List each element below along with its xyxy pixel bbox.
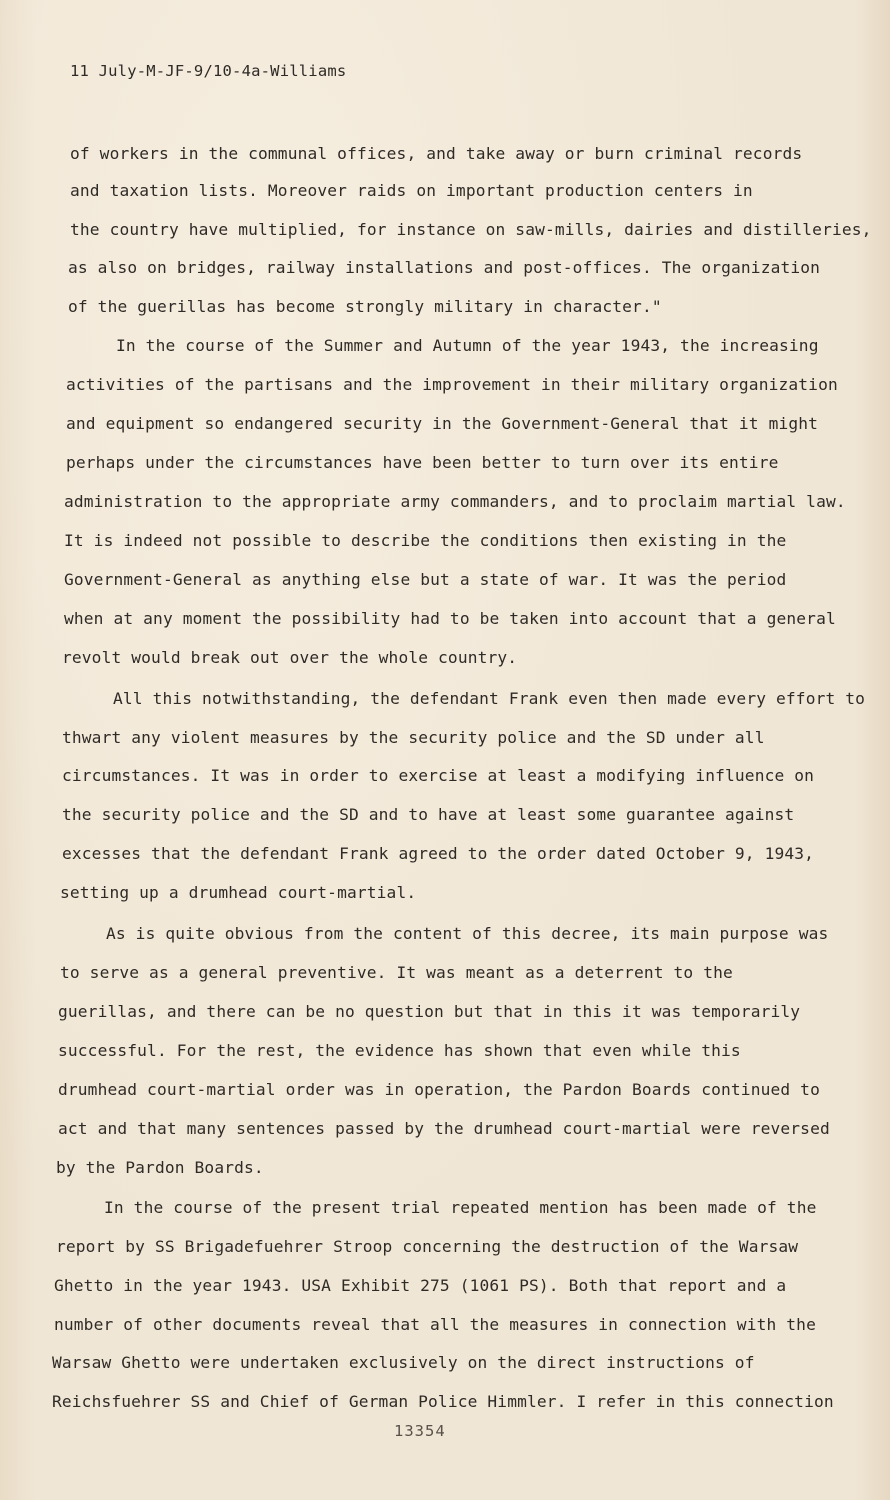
text-line: revolt would break out over the whole country.: [62, 648, 518, 667]
text-line: administration to the appropriate army commanders, and to proclaim martial law.: [64, 492, 846, 511]
text-line: of workers in the communal offices, and take away or burn criminal records: [70, 144, 803, 163]
text-line: drumhead court-martial order was in operation, the Pardon Boards continued to: [58, 1080, 820, 1099]
text-line: the security police and the SD and to have at least some guarantee against: [62, 805, 795, 824]
text-line: of the guerillas has become strongly military in character.": [68, 297, 662, 316]
document-header: 11 July-M-JF-9/10-4a-Williams: [70, 62, 347, 80]
text-line: when at any moment the possibility had to be taken into account that a general: [64, 609, 836, 628]
text-line: thwart any violent measures by the security police and the SD under all: [62, 728, 765, 747]
text-line: perhaps under the circumstances have been better to turn over its entire: [66, 453, 779, 472]
text-line: number of other documents reveal that all the measures in connection with the: [54, 1315, 816, 1334]
text-line: and equipment so endangered security in the Government-General that it might: [66, 414, 819, 433]
text-line: to serve as a general preventive. It was meant as a deterrent to the: [60, 963, 733, 982]
text-line: report by SS Brigadefuehrer Stroop concerning the destruction of the Warsaw: [56, 1237, 799, 1256]
text-line: as also on bridges, railway installations and post-offices. The organization: [68, 258, 821, 277]
text-line: the country have multiplied, for instance on saw-mills, dairies and distilleries,: [70, 220, 872, 239]
paragraph-first-line: In the course of the present trial repeated mention has been made of the: [104, 1198, 817, 1217]
text-line: act and that many sentences passed by the drumhead court-martial were reversed: [58, 1119, 830, 1138]
text-line: It is indeed not possible to describe the conditions then existing in the: [64, 531, 787, 550]
text-line: setting up a drumhead court-martial.: [60, 883, 417, 902]
text-line: by the Pardon Boards.: [56, 1158, 264, 1177]
paragraph-first-line: In the course of the Summer and Autumn of the year 1943, the increasing: [116, 336, 819, 355]
text-line: and taxation lists. Moreover raids on important production centers in: [70, 181, 753, 200]
text-line: Warsaw Ghetto were undertaken exclusively on the direct instructions of: [52, 1353, 755, 1372]
text-line: Ghetto in the year 1943. USA Exhibit 275 (1061 PS). Both that report and a: [54, 1276, 787, 1295]
text-line: Government-General as anything else but a state of war. It was the period: [64, 570, 787, 589]
page-number: 13354: [394, 1422, 446, 1440]
paragraph-first-line: As is quite obvious from the content of this decree, its main purpose was: [106, 924, 829, 943]
text-line: circumstances. It was in order to exercise at least a modifying influence on: [62, 766, 815, 785]
text-line: activities of the partisans and the improvement in their military organization: [66, 375, 838, 394]
text-line: excesses that the defendant Frank agreed to the order dated October 9, 1943,: [62, 844, 815, 863]
text-line: guerillas, and there can be no question but that in this it was temporarily: [58, 1002, 801, 1021]
text-line: successful. For the rest, the evidence has shown that even while this: [58, 1041, 741, 1060]
paragraph-first-line: All this notwithstanding, the defendant Frank even then made every effort to: [113, 689, 866, 708]
text-line: Reichsfuehrer SS and Chief of German Police Himmler. I refer in this connection: [52, 1392, 834, 1411]
